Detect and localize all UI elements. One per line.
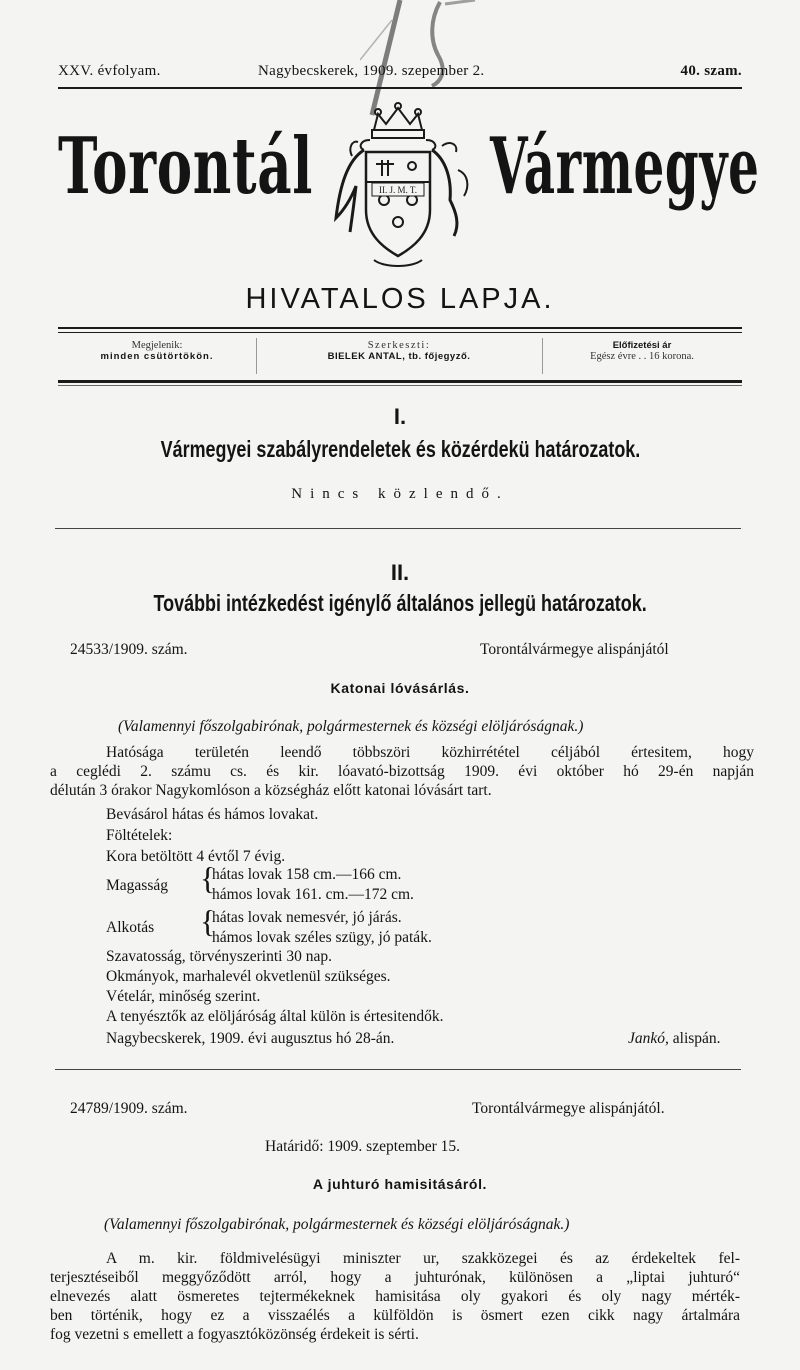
notice-2-body-line: fog vezetni s emellett a fogyasztóközönség érdekeit is sérti. — [50, 1326, 419, 1343]
notice-2-title: A juhturó hamisitásáról. — [312, 1176, 488, 1192]
editor-value: BIELEK ANTAL, tb. főjegyző. — [327, 351, 471, 362]
build-label: Alkotás — [106, 919, 155, 936]
editor-label: Szerkeszti: — [367, 340, 431, 351]
signature-name: Jankó, — [628, 1030, 669, 1047]
price-label: Előfizetési ár — [612, 340, 672, 351]
notice-1-price: Vételár, minőség szerint. — [106, 988, 261, 1005]
notice-2-body-line: elnevezés alatt ösmeretes tejtermékeknek hamisitása oly gyakori és oly nagy mérték- — [50, 1288, 740, 1305]
crest-label: II. J. M. T. — [379, 185, 417, 195]
masthead-title-left: Torontál — [58, 121, 314, 212]
build-row: hátas lovak nemesvér, jó járás. — [212, 909, 402, 926]
notice-2-body-line: terjesztéseiből meggyőződött arról, hogy a juhturónak, különösen a „liptai juhturó“ — [50, 1269, 740, 1286]
section-1-note: Nincs közlendő. — [291, 486, 509, 502]
notice-1-body-line: a ceglédi 2. számu cs. és kir. lóavató-bizottság 1909. évi október hó 29-én napján — [50, 763, 754, 780]
volume-label: XXV. évfolyam. — [58, 63, 161, 79]
section-divider — [55, 528, 741, 529]
signature-title: alispán. — [668, 1030, 721, 1047]
notice-1-title: Katonai lóvásárlás. — [330, 680, 470, 696]
appears-column — [58, 340, 256, 362]
section-1-title: Vármegyei szabályrendeletek és közérdekü határozatok. — [160, 436, 640, 462]
masthead-title-right: Vármegye — [490, 121, 760, 212]
masthead-subtitle: HIVATALOS LAPJA. — [245, 283, 555, 315]
section-1-number: I. — [393, 404, 407, 429]
notice-1-body-line: Hatósága területén leendő többszöri közhirrététel céljából értesitem, hogy — [106, 744, 754, 761]
notice-1-number: 24533/1909. szám. — [70, 641, 188, 658]
section-2-number: II. — [390, 560, 410, 585]
notice-1-issuer: Torontálvármegye alispánjától — [480, 641, 669, 658]
notice-2-issuer: Torontálvármegye alispánjától. — [472, 1100, 665, 1117]
appears-label: Megjelenik: — [131, 340, 183, 351]
brace: { — [200, 860, 216, 896]
notice-2-number: 24789/1909. szám. — [70, 1100, 188, 1117]
notice-2-body-line: ben történik, hogy ez a visszaélés a külföldön is ösmert ezen cikk nagy ártalmára — [50, 1307, 740, 1324]
notice-1-conditions-label: Föltételek: — [106, 827, 173, 844]
notice-1-signature — [628, 1029, 721, 1048]
publication-info-box — [58, 336, 742, 380]
masthead-rule-1 — [58, 327, 742, 329]
info-rule-2 — [58, 385, 742, 386]
notice-1-place-date: Nagybecskerek, 1909. évi augusztus hó 28-án. — [106, 1030, 395, 1047]
notice-1-age: Kora betöltött 4 évtől 7 évig. — [106, 848, 286, 865]
price-column — [542, 340, 742, 362]
height-label: Magasság — [106, 877, 168, 894]
info-rule-1 — [58, 380, 742, 383]
notice-2-body-line: A m. kir. földmivelésügyi miniszter ur, szakközegei és az érdekeltek fel- — [106, 1250, 740, 1267]
notice-1-body-line: délután 3 órakor Nagykomlóson a községház előtt katonai lóvásárt tart. — [50, 782, 492, 799]
notice-1-warranty: Szavatosság, törvényszerinti 30 nap. — [106, 948, 332, 965]
section-2-title: További intézkedést igénylő általános jellegü határozatok. — [153, 590, 647, 616]
notice-2-addressees: (Valamennyi főszolgabirónak, polgármesternek és községi elöljáróságnak.) — [104, 1216, 570, 1233]
issue-number: 40. szam. — [680, 63, 742, 79]
notice-1-buys: Bevásárol hátas és hámos lovakat. — [106, 806, 319, 823]
notice-1-breeders: A tenyésztők az elöljáróság által külön is értesitendők. — [106, 1008, 444, 1025]
notice-divider — [55, 1069, 741, 1070]
appears-value: minden csütörtökön. — [100, 351, 214, 362]
notice-1-documents: Okmányok, marhalevél okvetlenül szükséges. — [106, 968, 391, 985]
build-row: hámos lovak széles szügy, jó paták. — [212, 929, 432, 946]
coat-of-arms-icon — [312, 100, 484, 272]
masthead-rule-2 — [58, 332, 742, 333]
place-date: Nagybecskerek, 1909. szepember 2. — [258, 63, 485, 79]
top-rule — [58, 87, 742, 89]
editor-column — [256, 340, 542, 362]
price-value: Egész évre . . 16 korona. — [590, 351, 694, 362]
height-row: hámos lovak 161. cm.—172 cm. — [212, 886, 414, 903]
notice-1-addressees: (Valamennyi főszolgabirónak, polgármesternek és községi elöljáróságnak.) — [118, 718, 584, 735]
brace: { — [200, 903, 216, 939]
notice-2-deadline: Határidő: 1909. szeptember 15. — [265, 1138, 460, 1155]
height-row: hátas lovak 158 cm.—166 cm. — [212, 866, 402, 883]
